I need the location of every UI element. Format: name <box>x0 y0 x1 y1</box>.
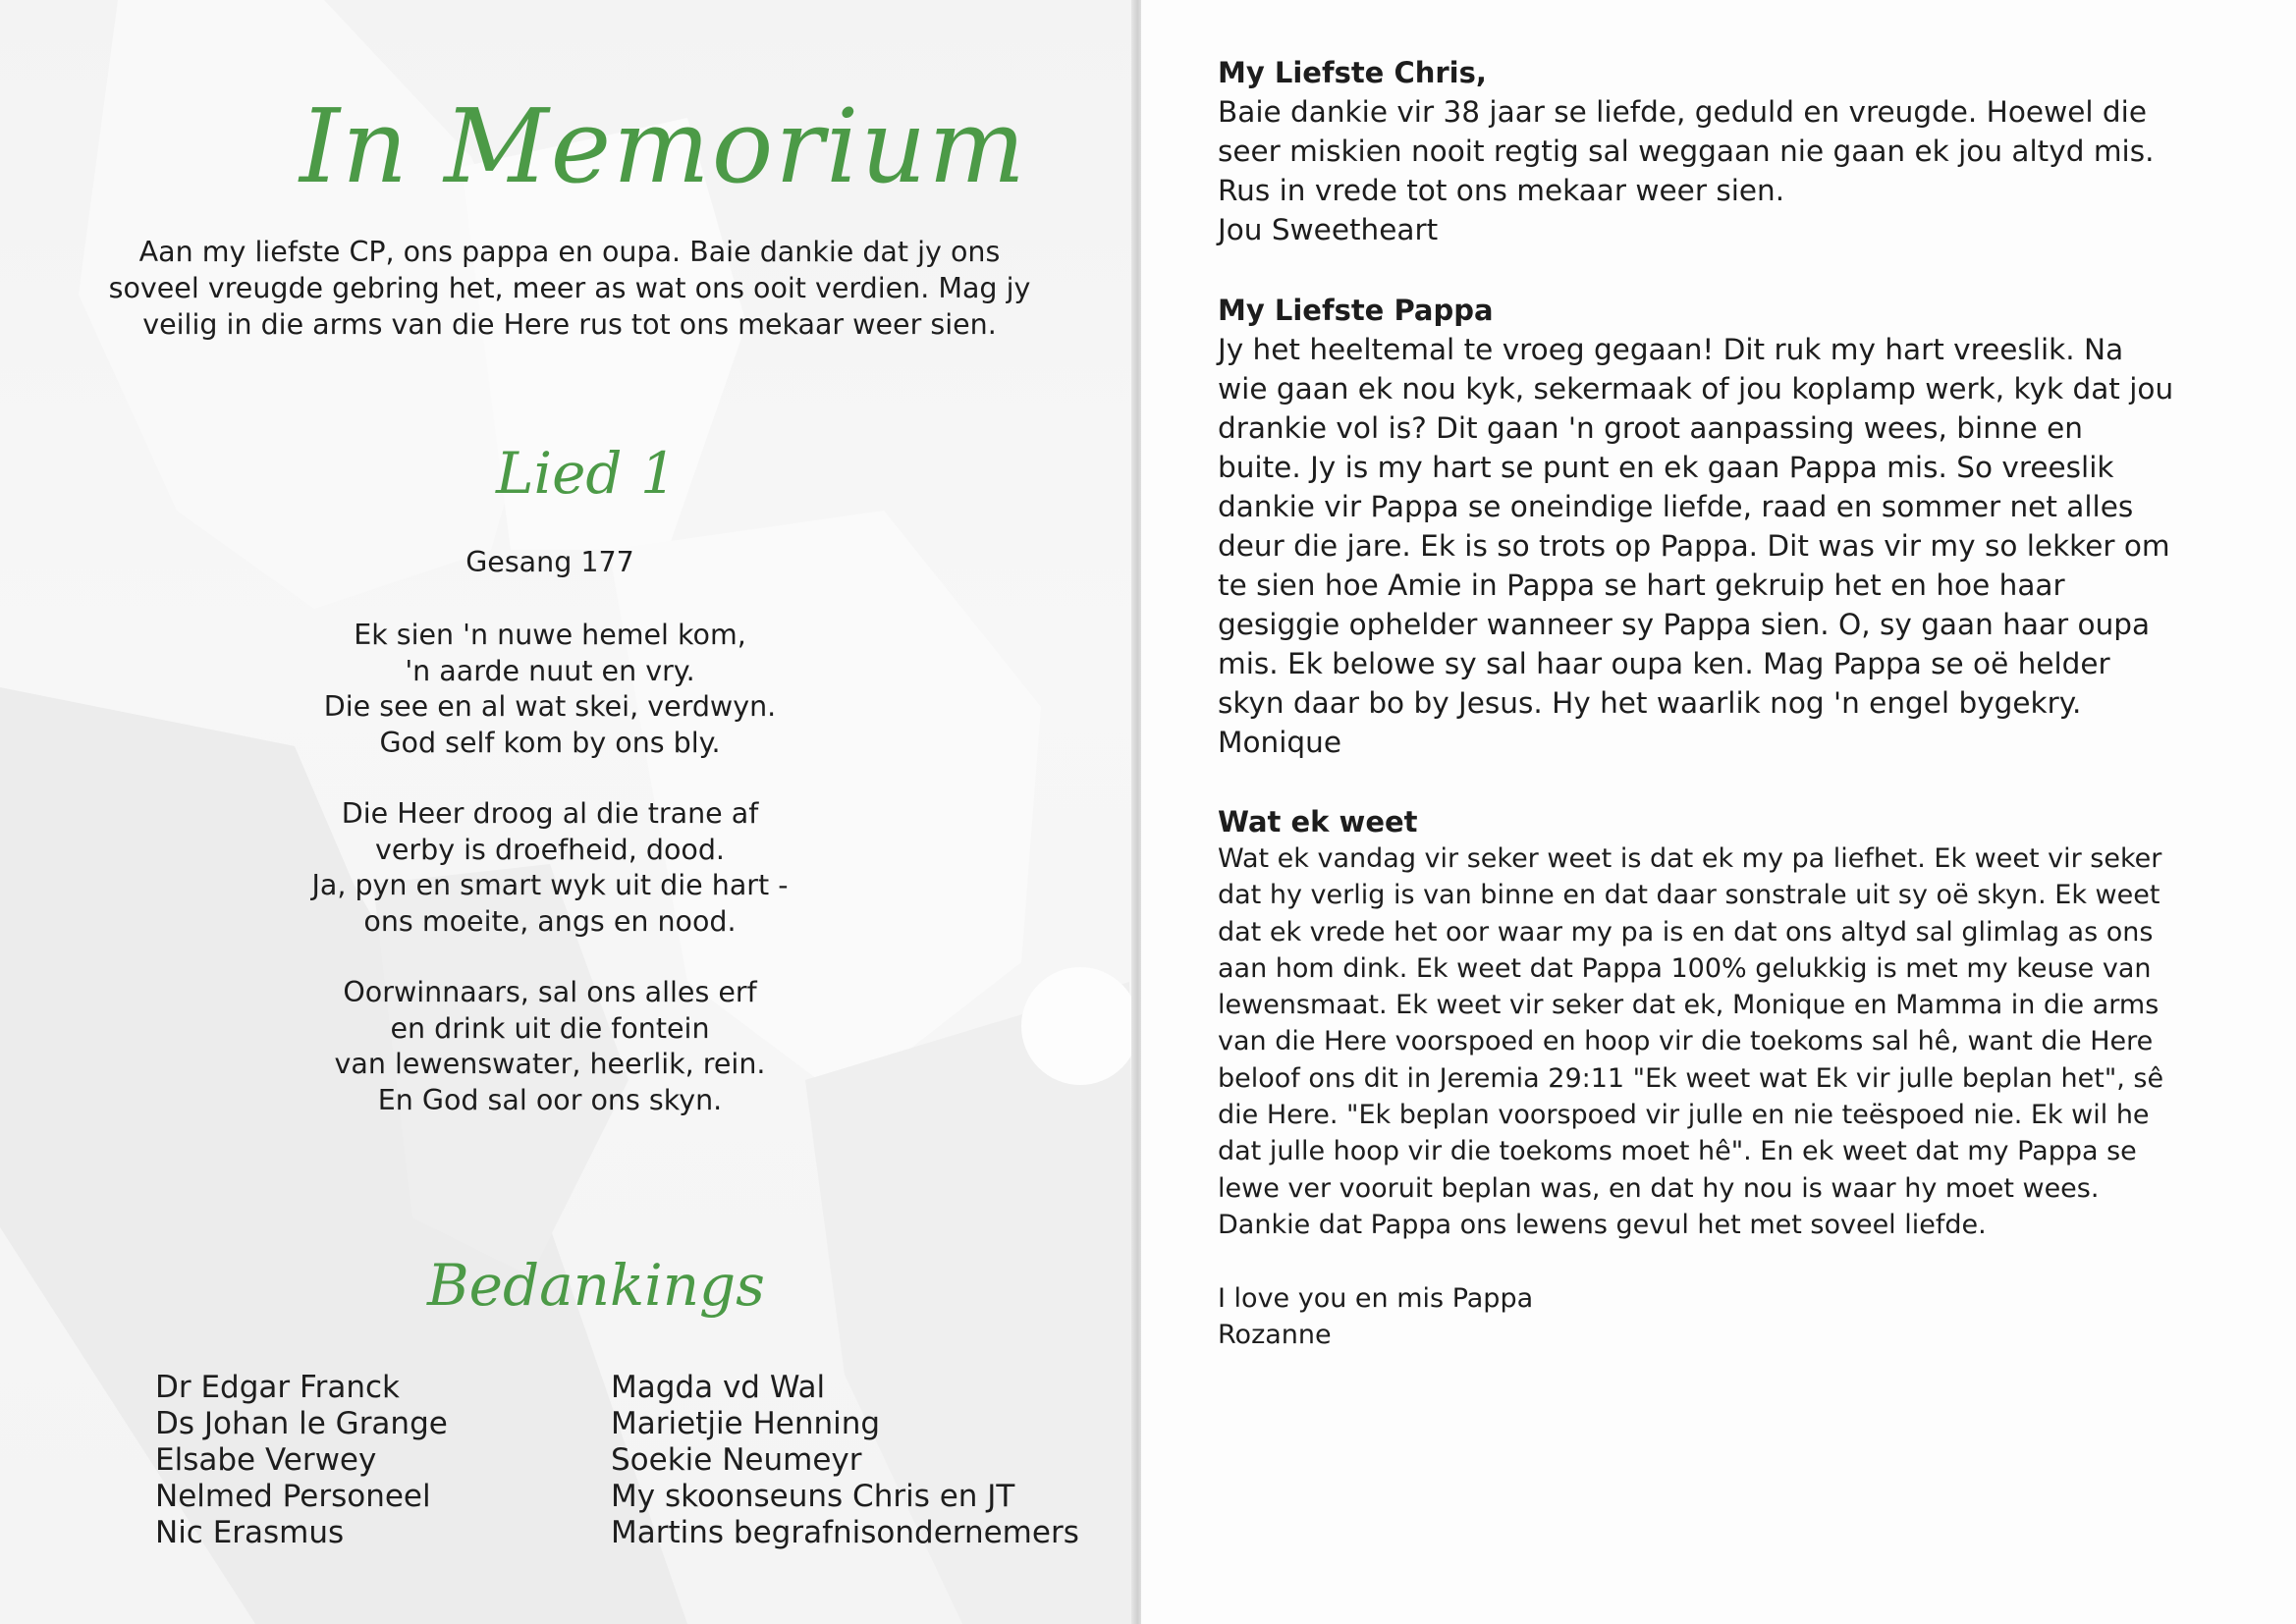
closing-line: I love you en mis Pappa <box>1218 1283 1534 1315</box>
letter-line: dat julle hoop vir die toekoms moet hê". En ek weet dat my Pappa se <box>1218 1136 2137 1167</box>
letter-line: lewensmaat. Ek weet vir seker dat ek, Monique en Mamma in die arms <box>1218 990 2159 1021</box>
verse-line: ons moeite, angs en nood. <box>363 904 737 938</box>
thanks-item: Ds Johan le Grange <box>155 1406 448 1441</box>
letter-heading: My Liefste Chris, <box>1218 56 1487 89</box>
letter-line: van die Here voorspoed en hoop vir die toekoms sal hê, want die Here <box>1218 1026 2154 1057</box>
letter-line: Baie dankie vir 38 jaar se liefde, geduld en vreugde. Hoewel die <box>1218 95 2147 129</box>
hymn-verses <box>0 618 1100 1154</box>
letter-closing <box>1218 1280 2239 1353</box>
thanks-list-left <box>155 1370 448 1551</box>
letter-line: buite. Jy is my hart se punt en ek gaan Pappa mis. So vreeslik <box>1218 451 2114 484</box>
verse <box>0 618 1100 761</box>
dedication-line: soveel vreugde gebring het, meer as wat ons ooit verdien. Mag jy <box>108 272 1031 304</box>
letter-line: gesiggie ophelder wanneer sy Pappa sien. O, sy gaan haar oupa <box>1218 608 2151 641</box>
hymn-number: Gesang 177 <box>465 546 634 578</box>
left-page <box>0 0 1139 1624</box>
thanks-item: My skoonseuns Chris en JT <box>611 1479 1015 1514</box>
thanks-title: Bedankings <box>427 1252 765 1319</box>
letter-heading: My Liefste Pappa <box>1218 294 1494 327</box>
letter-line: skyn daar bo by Jesus. Hy het waarlik nog 'n engel bygekry. <box>1218 686 2082 720</box>
letter-line: lewe ver vooruit beplan was, en dat hy nou is waar hy moet wees. <box>1218 1172 2100 1204</box>
letter-line: wie gaan ek nou kyk, sekermaak of jou koplamp werk, kyk dat jou <box>1218 372 2174 406</box>
verse-line: verby is droefheid, dood. <box>375 833 725 866</box>
thanks-item: Soekie Neumeyr <box>611 1442 862 1478</box>
letter-line: dat hy verlig is van binne en dat daar sonstrale uit sy oë skyn. Ek weet <box>1218 880 2160 911</box>
tribute-letters <box>1218 53 2239 1394</box>
letter-line: die Here. "Ek beplan voorspoed vir julle en nie teëspoed nie. Ek wil he <box>1218 1100 2150 1131</box>
thanks-item: Martins begrafnisondernemers <box>611 1515 1079 1550</box>
thanks-item: Magda vd Wal <box>611 1370 826 1405</box>
thanks-list-right <box>611 1370 1079 1551</box>
letter-line: deur die jare. Ek is so trots op Pappa. Dit was vir my so lekker om <box>1218 529 2170 563</box>
verse-line: God self kom by ons bly. <box>379 726 721 759</box>
letter-line: Rus in vrede tot ons mekaar weer sien. <box>1218 174 1785 207</box>
dedication-text <box>39 234 1100 343</box>
thanks-item: Marietjie Henning <box>611 1406 881 1441</box>
verse-line: Oorwinnaars, sal ons alles erf <box>343 976 757 1008</box>
verse <box>0 975 1100 1118</box>
thanks-item: Elsabe Verwey <box>155 1442 377 1478</box>
thanks-item: Dr Edgar Franck <box>155 1370 400 1405</box>
letter-line: mis. Ek belowe sy sal haar oupa ken. Mag Pappa se oë helder <box>1218 647 2110 680</box>
verse-line: En God sal oor ons skyn. <box>377 1083 723 1116</box>
dedication-line: Aan my liefste CP, ons pappa en oupa. Baie dankie dat jy ons <box>138 236 1001 268</box>
letter-chris <box>1218 53 2239 249</box>
letter-pappa <box>1218 291 2239 762</box>
verse-line: Ek sien 'n nuwe hemel kom, <box>354 619 746 651</box>
thanks-item: Nelmed Personeel <box>155 1479 431 1514</box>
thanks-item: Nic Erasmus <box>155 1515 345 1550</box>
letter-line: aan hom dink. Ek weet dat Pappa 100% gelukkig is met my keuse van <box>1218 952 2152 984</box>
verse-line: en drink uit die fontein <box>390 1011 710 1045</box>
letter-signature: Monique <box>1218 726 1341 759</box>
letter-signature: Jou Sweetheart <box>1218 213 1439 246</box>
page-title: In Memorium <box>300 86 1027 206</box>
letter-line: beloof ons dit in Jeremia 29:11 "Ek weet wat Ek vir julle beplan het", sê <box>1218 1062 2164 1094</box>
letter-line: dankie vir Pappa se oneindige liefde, raad en sommer net alles <box>1218 490 2134 523</box>
letter-signature: Rozanne <box>1218 1320 1332 1351</box>
verse-line: van lewenswater, heerlik, rein. <box>334 1048 766 1080</box>
letter-line: Dankie dat Pappa ons lewens gevul het met soveel liefde. <box>1218 1209 1987 1240</box>
letter-wat-ek-weet <box>1218 803 2239 1353</box>
letter-heading: Wat ek weet <box>1218 805 1418 839</box>
verse-line: 'n aarde nuut en vry. <box>405 654 695 687</box>
verse-line: Ja, pyn en smart wyk uit die hart - <box>311 869 789 901</box>
verse <box>0 796 1100 940</box>
letter-line: Jy het heeltemal te vroeg gegaan! Dit ruk my hart vreeslik. Na <box>1218 333 2124 366</box>
letter-line: dat ek vrede het oor waar my pa is en dat ons altyd sal glimlag as ons <box>1218 916 2154 947</box>
letter-line: Wat ek vandag vir seker weet is dat ek my pa liefhet. Ek weet vir seker <box>1218 843 2162 874</box>
dedication-line: veilig in die arms van die Here rus tot ons mekaar weer sien. <box>142 308 997 341</box>
verse-line: Die see en al wat skei, verdwyn. <box>323 690 777 723</box>
verse-line: Die Heer droog al die trane af <box>341 797 759 830</box>
letter-line: seer miskien nooit regtig sal weggaan nie gaan ek jou altyd mis. <box>1218 135 2155 168</box>
song-title: Lied 1 <box>496 440 677 507</box>
letter-line: drankie vol is? Dit gaan 'n groot aanpassing wees, binne en <box>1218 411 2083 445</box>
letter-line: te sien hoe Amie in Pappa se hart gekruip het en hoe haar <box>1218 568 2065 602</box>
